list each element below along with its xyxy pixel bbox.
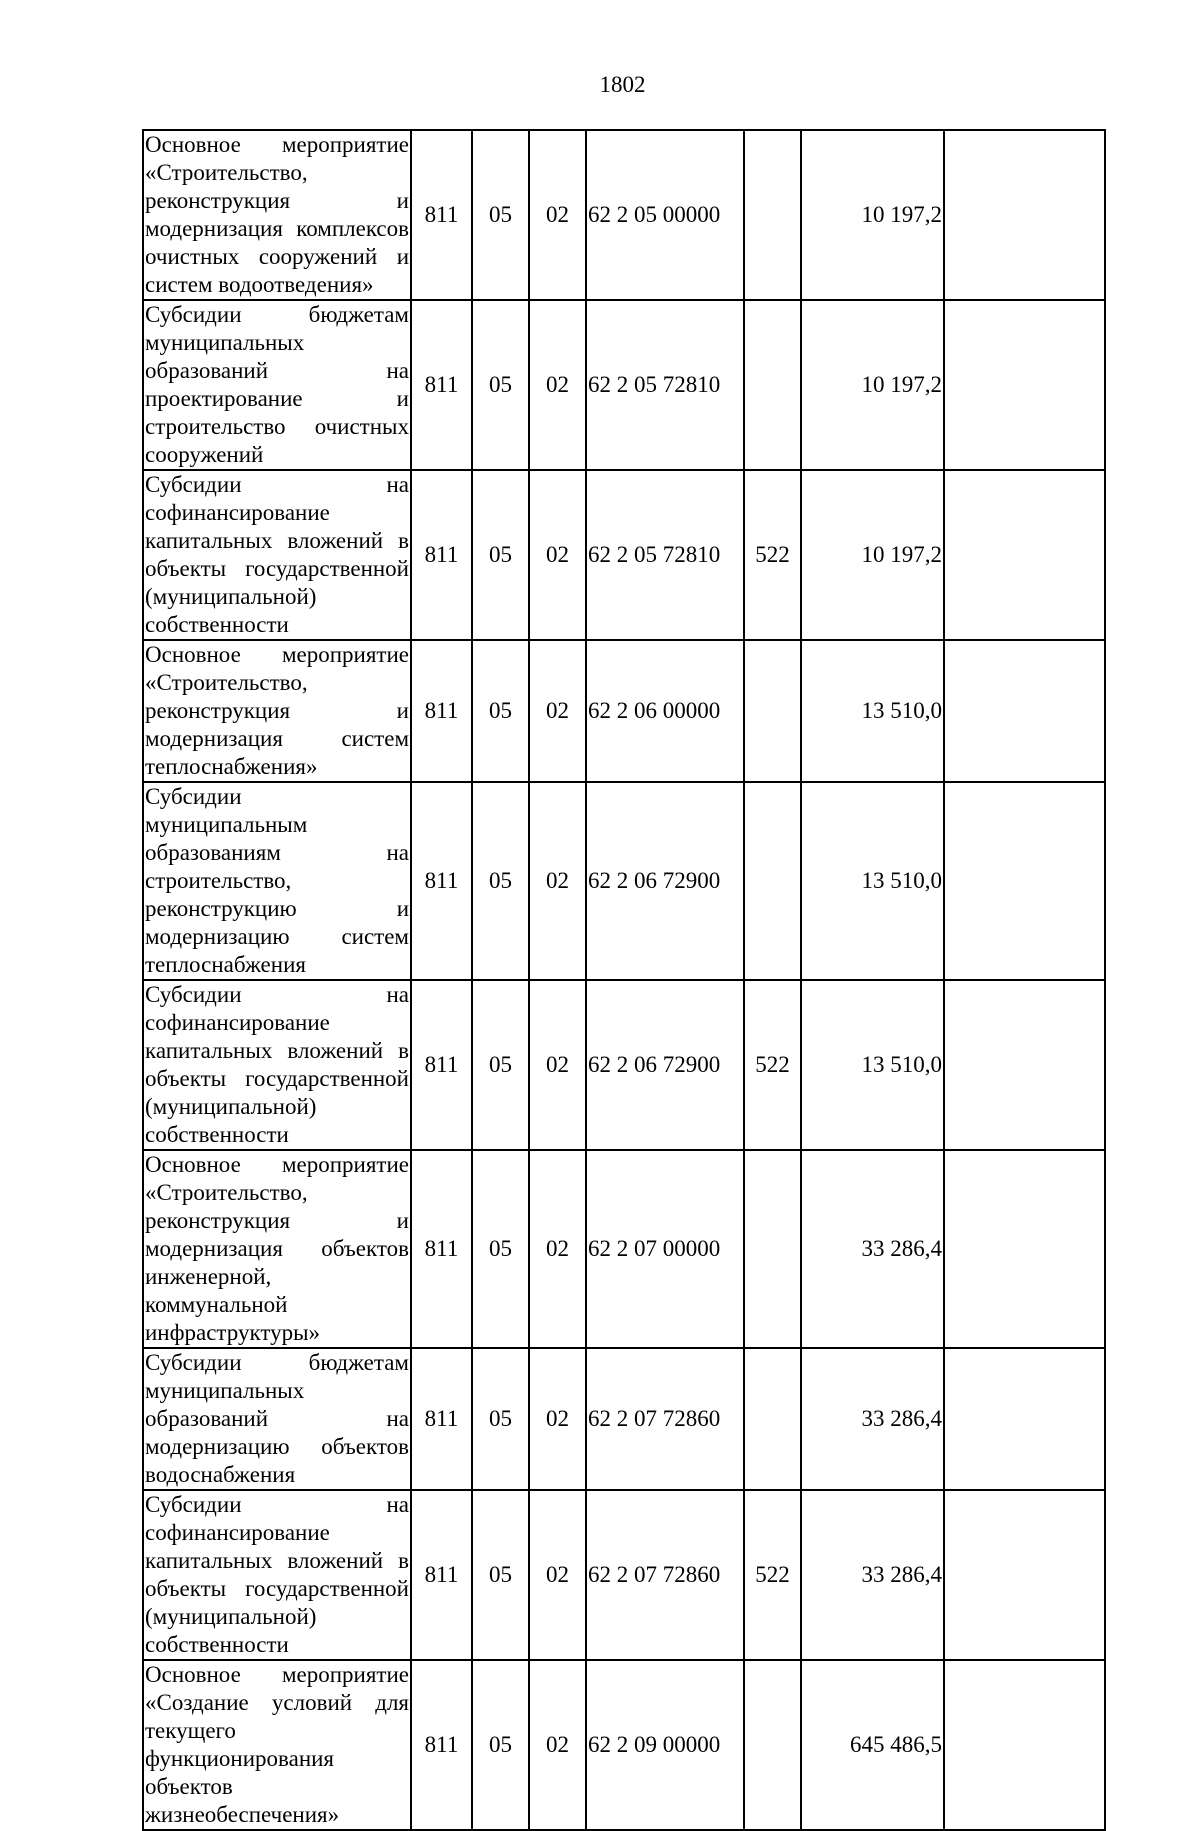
expense-type-cell: 522 [744, 470, 801, 640]
ministry-cell: 811 [411, 1150, 472, 1348]
empty-cell [944, 1348, 1105, 1490]
target-article-cell: 62 2 05 00000 [586, 130, 744, 300]
table-row [143, 130, 1105, 300]
row-name-cell: Основное мероприятие «Строительство, реконструкция и модернизация систем теплоснабжения» [143, 640, 411, 782]
empty-cell [944, 300, 1105, 470]
ministry-cell: 811 [411, 130, 472, 300]
empty-cell [944, 130, 1105, 300]
empty-cell [944, 1490, 1105, 1660]
row-name-cell: Субсидии на софинансирование капитальных вложений в объекты государственной (муниципальной) собственности [143, 980, 411, 1150]
target-article-cell: 62 2 05 72810 [586, 470, 744, 640]
row-name-cell: Субсидии бюджетам муниципальных образований на проектирование и строительство очистных сооружений [143, 300, 411, 470]
amount-cell: 33 286,4 [801, 1150, 944, 1348]
ministry-cell: 811 [411, 980, 472, 1150]
table-row [143, 640, 1105, 782]
target-article-cell: 62 2 09 00000 [586, 1660, 744, 1830]
row-name-cell: Основное мероприятие «Строительство, реконструкция и модернизация комплексов очистных сооружений и систем водоотведения» [143, 130, 411, 300]
table-row [143, 470, 1105, 640]
amount-cell: 33 286,4 [801, 1490, 944, 1660]
target-article-cell: 62 2 07 72860 [586, 1490, 744, 1660]
subsection-cell: 02 [529, 1490, 586, 1660]
ministry-cell: 811 [411, 300, 472, 470]
subsection-cell: 02 [529, 300, 586, 470]
section-cell: 05 [472, 640, 529, 782]
expense-type-cell [744, 1348, 801, 1490]
expense-type-cell [744, 782, 801, 980]
row-name-cell: Субсидии бюджетам муниципальных образований на модернизацию объектов водоснабжения [143, 1348, 411, 1490]
expense-type-cell [744, 300, 801, 470]
section-cell: 05 [472, 782, 529, 980]
row-name-cell: Субсидии муниципальным образованиям на строительство, реконструкцию и модернизацию систем теплоснабжения [143, 782, 411, 980]
table-row [143, 980, 1105, 1150]
table-row [143, 1348, 1105, 1490]
amount-cell: 33 286,4 [801, 1348, 944, 1490]
expense-type-cell [744, 1150, 801, 1348]
section-cell: 05 [472, 980, 529, 1150]
ministry-cell: 811 [411, 1490, 472, 1660]
subsection-cell: 02 [529, 470, 586, 640]
target-article-cell: 62 2 05 72810 [586, 300, 744, 470]
subsection-cell: 02 [529, 640, 586, 782]
amount-cell: 13 510,0 [801, 782, 944, 980]
table-row [143, 1660, 1105, 1830]
amount-cell: 10 197,2 [801, 130, 944, 300]
empty-cell [944, 980, 1105, 1150]
subsection-cell: 02 [529, 782, 586, 980]
target-article-cell: 62 2 06 72900 [586, 980, 744, 1150]
expense-type-cell [744, 1660, 801, 1830]
target-article-cell: 62 2 07 00000 [586, 1150, 744, 1348]
target-article-cell: 62 2 07 72860 [586, 1348, 744, 1490]
section-cell: 05 [472, 1348, 529, 1490]
section-cell: 05 [472, 1660, 529, 1830]
ministry-cell: 811 [411, 640, 472, 782]
budget-table [142, 129, 1106, 1831]
ministry-cell: 811 [411, 1660, 472, 1830]
amount-cell: 10 197,2 [801, 300, 944, 470]
section-cell: 05 [472, 1150, 529, 1348]
empty-cell [944, 1660, 1105, 1830]
subsection-cell: 02 [529, 980, 586, 1150]
row-name-cell: Субсидии на софинансирование капитальных вложений в объекты государственной (муниципальной) собственности [143, 470, 411, 640]
section-cell: 05 [472, 1490, 529, 1660]
ministry-cell: 811 [411, 470, 472, 640]
subsection-cell: 02 [529, 1150, 586, 1348]
table-row [143, 1490, 1105, 1660]
amount-cell: 10 197,2 [801, 470, 944, 640]
table-row [143, 1150, 1105, 1348]
ministry-cell: 811 [411, 1348, 472, 1490]
subsection-cell: 02 [529, 1660, 586, 1830]
expense-type-cell: 522 [744, 980, 801, 1150]
ministry-cell: 811 [411, 782, 472, 980]
empty-cell [944, 782, 1105, 980]
expense-type-cell: 522 [744, 1490, 801, 1660]
empty-cell [944, 640, 1105, 782]
row-name-cell: Основное мероприятие «Строительство, реконструкция и модернизация объектов инженерной, коммунальной инфраструктуры» [143, 1150, 411, 1348]
subsection-cell: 02 [529, 1348, 586, 1490]
section-cell: 05 [472, 130, 529, 300]
expense-type-cell [744, 130, 801, 300]
subsection-cell: 02 [529, 130, 586, 300]
row-name-cell: Основное мероприятие «Создание условий для текущего функционирования объектов жизнеобеспечения» [143, 1660, 411, 1830]
section-cell: 05 [472, 300, 529, 470]
target-article-cell: 62 2 06 00000 [586, 640, 744, 782]
expense-type-cell [744, 640, 801, 782]
amount-cell: 13 510,0 [801, 980, 944, 1150]
table-row [143, 300, 1105, 470]
empty-cell [944, 1150, 1105, 1348]
row-name-cell: Субсидии на софинансирование капитальных вложений в объекты государственной (муниципальной) собственности [143, 1490, 411, 1660]
target-article-cell: 62 2 06 72900 [586, 782, 744, 980]
table-row [143, 782, 1105, 980]
amount-cell: 645 486,5 [801, 1660, 944, 1830]
section-cell: 05 [472, 470, 529, 640]
page-number: 1802 [599, 72, 646, 97]
amount-cell: 13 510,0 [801, 640, 944, 782]
empty-cell [944, 470, 1105, 640]
